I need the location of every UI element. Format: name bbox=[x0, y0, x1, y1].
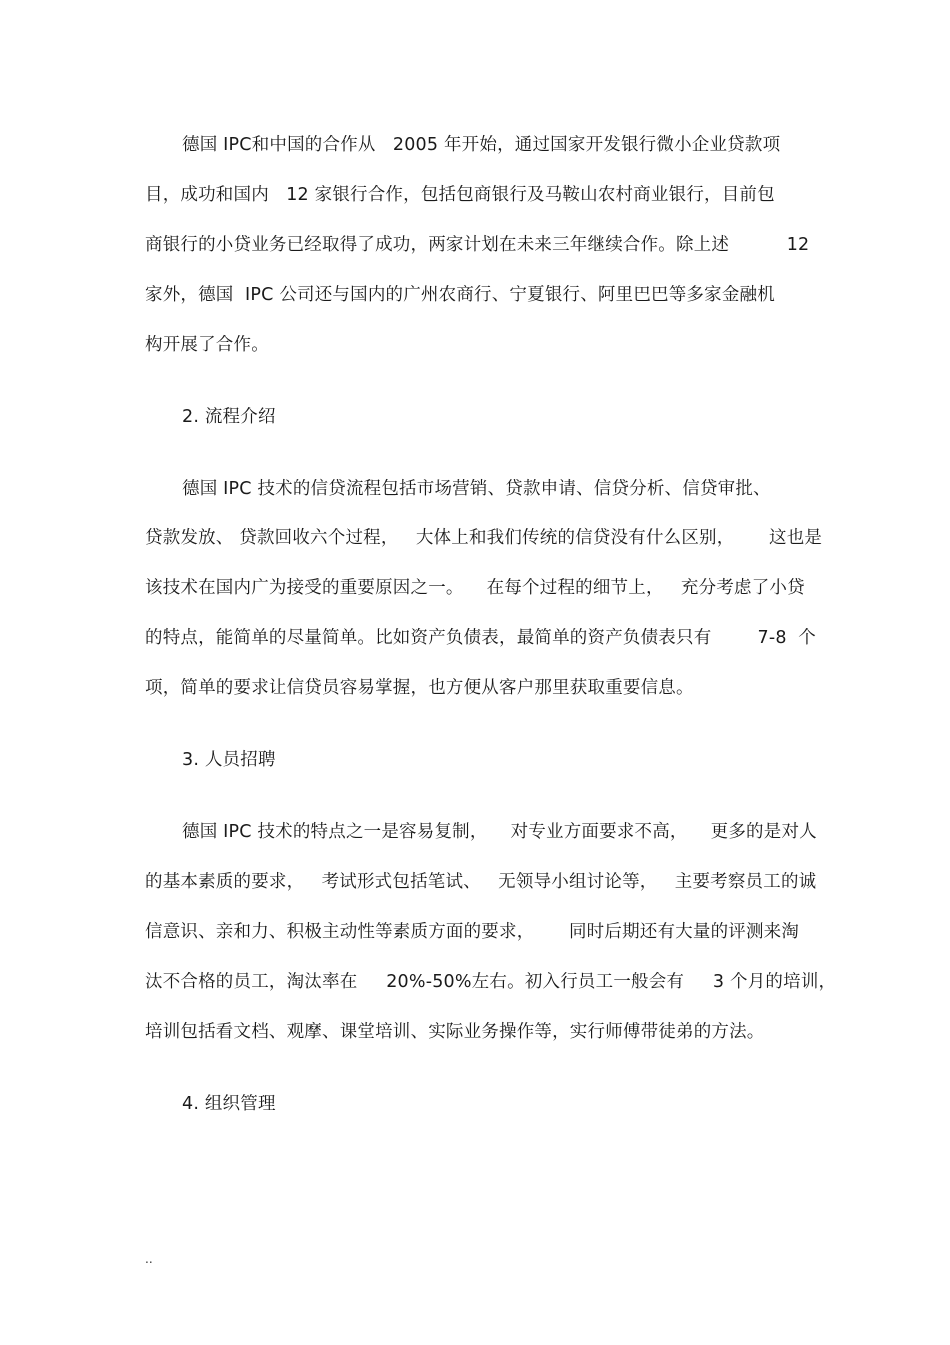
paragraph3-line-4: 汰不合格的员工，淘汰率在 20%-50%左右。初入行员工一般会有 3 个月的培训， bbox=[145, 972, 837, 992]
paragraph2-line-4: 的特点，能简单的尽量简单。比如资产负债表，最简单的资产负债表只有 7-8 个 bbox=[145, 628, 816, 648]
section-heading-4: 4. 组织管理 bbox=[182, 1094, 276, 1114]
paragraph1-line-3: 商银行的小贷业务已经取得了成功，两家计划在未来三年继续合作。除上述 12 bbox=[145, 235, 810, 255]
paragraph3-line-5: 培训包括看文档、观摩、课堂培训、实际业务操作等，实行师傅带徒弟的方法。 bbox=[145, 1022, 765, 1042]
paragraph2-line-5: 项，简单的要求让信贷员容易掌握，也方便从客户那里获取重要信息。 bbox=[145, 678, 694, 698]
paragraph1-line-1: 德国 IPC和中国的合作从 2005 年开始，通过国家开发银行微小企业贷款项 bbox=[182, 135, 781, 155]
paragraph1-line-2: 目，成功和国内 12 家银行合作，包括包商银行及马鞍山农村商业银行，目前包 bbox=[145, 185, 775, 205]
paragraph2-line-1: 德国 IPC 技术的信贷流程包括市场营销、贷款申请、信贷分析、信贷审批、 bbox=[182, 479, 771, 499]
paragraph3-line-2: 的基本素质的要求， 考试形式包括笔试、 无领导小组讨论等， 主要考察员工的诚 bbox=[145, 872, 817, 892]
footer-mark: .. bbox=[145, 1252, 153, 1266]
paragraph2-line-3: 该技术在国内广为接受的重要原因之一。 在每个过程的细节上， 充分考虑了小贷 bbox=[145, 578, 805, 598]
paragraph3-line-1: 德国 IPC 技术的特点之一是容易复制， 对专业方面要求不高， 更多的是对人 bbox=[182, 822, 817, 842]
paragraph1-line-5: 构开展了合作。 bbox=[145, 335, 269, 355]
paragraph2-line-2: 贷款发放、 贷款回收六个过程， 大体上和我们传统的信贷没有什么区别， 这也是 bbox=[145, 528, 823, 548]
paragraph1-line-4: 家外，德国 IPC 公司还与国内的广州农商行、宁夏银行、阿里巴巴等多家金融机 bbox=[145, 285, 775, 305]
section-heading-3: 3. 人员招聘 bbox=[182, 750, 276, 770]
section-heading-2: 2. 流程介绍 bbox=[182, 407, 276, 427]
paragraph3-line-3: 信意识、亲和力、积极主动性等素质方面的要求， 同时后期还有大量的评测来淘 bbox=[145, 922, 800, 942]
